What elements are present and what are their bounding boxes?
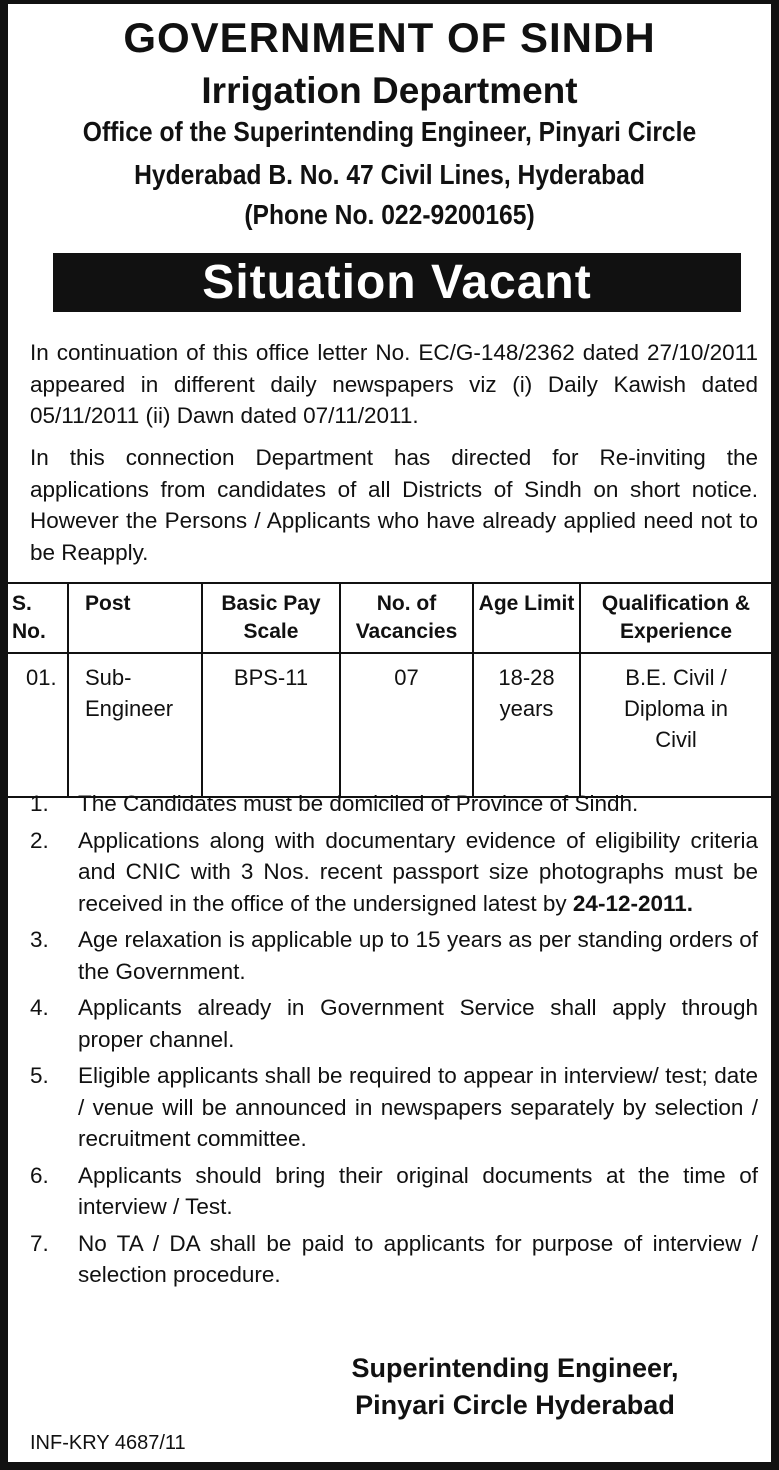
header-age-limit: Age Limit <box>473 583 580 653</box>
deadline-date: 24-12-2011. <box>572 890 694 916</box>
department-title: Irrigation Department <box>201 70 578 111</box>
list-item <box>30 924 758 987</box>
paragraph-connection: In this connection Department has directed for Re-inviting the applications from candidates of all Districts of Sindh on short notice. However the Persons / Applicants who have already applied need not to be Reapply. <box>30 445 758 565</box>
item-number: 4. <box>30 995 49 1020</box>
item-text <box>78 825 758 920</box>
item-text: Applicants already in Government Service shall apply through proper channel. <box>78 995 758 1052</box>
item-text: Age relaxation is applicable up to 15 years as per standing orders of the Government. <box>78 927 758 984</box>
list-item <box>30 788 758 820</box>
table-row <box>8 653 771 797</box>
list-item <box>30 1228 758 1291</box>
list-item <box>30 1160 758 1223</box>
header-sno: S. No. <box>8 583 68 653</box>
signature-office: Pinyari Circle Hyderabad <box>355 1390 675 1420</box>
item-number: 3. <box>30 927 49 952</box>
header-post: Post <box>68 583 202 653</box>
cell-sno: 01. <box>8 653 68 797</box>
cell-pay-scale: BPS-11 <box>202 653 340 797</box>
signature-title: Superintending Engineer, <box>351 1353 679 1383</box>
situation-vacant-banner: Situation Vacant <box>53 253 741 312</box>
list-item <box>30 1060 758 1155</box>
item-number: 2. <box>30 827 49 853</box>
phone-line: (Phone No. 022-9200165) <box>244 199 535 230</box>
item-number: 6. <box>30 1162 49 1188</box>
cell-age-limit: 18-28 years <box>473 653 580 797</box>
conditions-list <box>30 788 758 1296</box>
header-pay-scale: Basic Pay Scale <box>202 583 340 653</box>
government-title: GOVERNMENT OF SINDH <box>123 14 656 61</box>
list-item <box>30 992 758 1055</box>
item-text: The Candidates must be domiciled of Province of Sindh. <box>78 791 639 816</box>
item-number: 1. <box>30 791 49 816</box>
item-text-main: Applications along with documentary evidence of eligibility criteria and CNIC with 3 Nos. recent passport size photographs must be received in the office of the undersigned latest by <box>78 827 758 916</box>
cell-post: Sub-Engineer <box>68 653 202 797</box>
vacancy-table <box>8 582 771 798</box>
reference-number: INF-KRY 4687/11 <box>30 1432 186 1454</box>
cell-qualification: B.E. Civil / Diploma in Civil <box>580 653 771 797</box>
header-qualification: Qualification & Experience <box>580 583 771 653</box>
list-item <box>30 825 758 920</box>
address-line: Hyderabad B. No. 47 Civil Lines, Hyderabad <box>134 159 645 190</box>
cell-vacancies: 07 <box>340 653 473 797</box>
paragraph-continuation: In continuation of this office letter No. EC/G-148/2362 dated 27/10/2011 appeared in different daily newspapers viz (i) Daily Kawish dated 05/11/2011 (ii) Dawn dated 07/11/2011. <box>30 340 758 428</box>
item-text: Eligible applicants shall be required to appear in interview/ test; date / venue will be announced in newspapers separately by selection / recruitment committee. <box>78 1063 758 1151</box>
office-line: Office of the Superintending Engineer, Pinyari Circle <box>82 116 697 147</box>
item-number: 5. <box>30 1063 49 1088</box>
item-number: 7. <box>30 1230 49 1256</box>
header-vacancies: No. of Vacancies <box>340 583 473 653</box>
signature-block <box>300 1350 730 1424</box>
item-text: No TA / DA shall be paid to applicants for purpose of interview / selection procedure. <box>78 1230 758 1287</box>
table-header-row <box>8 583 771 653</box>
item-text: Applicants should bring their original documents at the time of interview / Test. <box>78 1162 758 1219</box>
